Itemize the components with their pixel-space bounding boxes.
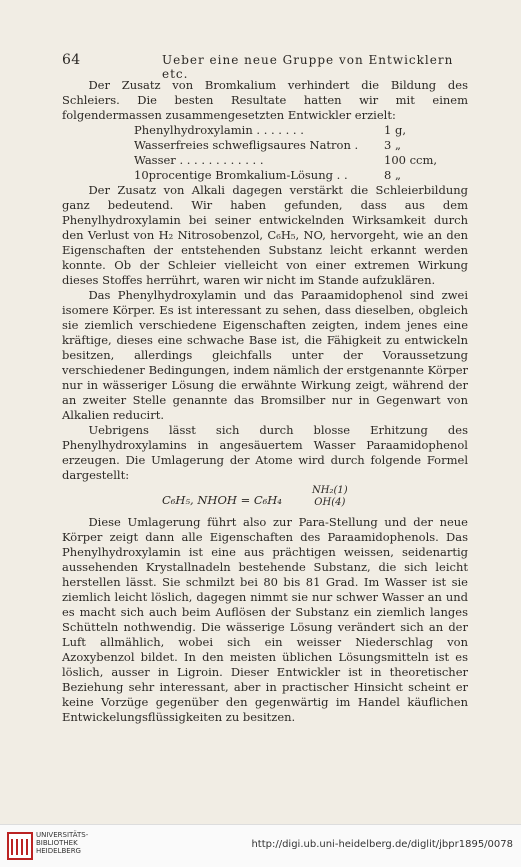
- running-title: Ueber eine neue Gruppe von Entwicklern etc.: [162, 53, 454, 81]
- recipe-name: 10procentige Bromkalium-Lösung . .: [134, 168, 348, 182]
- chemical-formula: [62, 485, 468, 515]
- page-number: 64: [62, 52, 81, 68]
- paragraph: Das Phenylhydroxylamin und das Paraamidophenol sind zwei isomere Körper. Es ist interessant zu sehen, dass dieselben, obgleich sie ziemlich verschiedene Eigenschaften zeigten, indem jenes eine kräftige, dieses eine schwache Base ist, die Fähigkeit zu entwickeln besitzen, allerdings gleichfalls unter der Voraussetzung verschiedener Bedingungen, indem nämlich der erstgenannte Körper nur in wässeriger Lösung die erwähnte Wirkung zeigt, während der an zweiter Stelle genannte das Bromsilber nur in Gegenwart von Alkalien reducirt.: [62, 288, 469, 422]
- paragraph: Diese Umlagerung führt also zur Para-Stellung und der neue Körper zeigt dann alle Eigenschaften des Paraamidophenols. Das Phenylhydroxylamin ist eine aus prächtigen weissen, seidenartig aussehenden Krystallnadeln bestehende Substanz, die sich leicht herstellen lässt. Sie schmilzt bei 80 bis 81 Grad. Im Wasser ist sie ziemlich leicht löslich, dagegen nimmt sie nur schwer Wasser an und es macht sich auch beim Auflösen der Substanz ein ziemlich langes Schütteln nothwendig. Die wässerige Lösung verändert sich an der Luft allmählich, wobei sich ein weisser Niederschlag von Azoxybenzol bildet. In den meisten üblichen Lösungsmitteln ist es löslich, ausser in Ligroin. Dieser Entwickler ist in theoretischer Beziehung sehr interessant, aber in practischer Hinsicht scheint er keine Vorzüge gegenüber den gegenwärtig im Handel käuflichen Entwickelungsflüssigkeiten zu besitzen.: [62, 515, 468, 724]
- library-name: [36, 831, 88, 855]
- recipe-row: [134, 138, 468, 153]
- recipe-qty: 8 „: [384, 168, 401, 182]
- formula-bottom: OH(4): [314, 497, 346, 508]
- recipe-row: [134, 153, 468, 168]
- footer: [0, 824, 521, 867]
- recipe-qty: 100 ccm,: [384, 153, 438, 167]
- recipe-list: [134, 123, 468, 183]
- recipe-qty: 1 g,: [384, 123, 406, 137]
- formula-left: C₆H₅, NHOH = C₆H₄: [162, 493, 282, 507]
- paragraph: Der Zusatz von Alkali dagegen verstärkt die Schleierbildung ganz bedeutend. Wir haben gefunden, dass aus dem Phenylhydroxylamin bei seiner entwickelnden Wirksamkeit durch den Verlust von H₂ Nitrosobenzol, C₆H₅, NO, hervorgeht, wie an den Eigenschaften der entstehenden Substanz leicht erkannt werden konnte. Ob der Schleier vielleicht von einer extremen Wirkung dieses Stoffes herrührt, waren wir nicht im Stande aufzuklären.: [62, 183, 468, 287]
- library-line: UNIVERSITÄTS-: [36, 831, 89, 839]
- source-url[interactable]: http://digi.ub.uni-heidelberg.de/diglit/jbpr1895/0078: [251, 839, 513, 850]
- recipe-name: Phenylhydroxylamin . . . . . . .: [134, 123, 304, 137]
- paragraph: Der Zusatz von Bromkalium verhindert die Bildung des Schleiers. Die besten Resultate hatten wir mit einem folgendermassen zusammengesetzten Entwickler erzielt:: [62, 78, 468, 122]
- library-line: BIBLIOTHEK: [36, 839, 78, 847]
- recipe-name: Wasserfreies schwefligsaures Natron .: [134, 138, 359, 152]
- running-header: [62, 52, 459, 81]
- library-line: HEIDELBERG: [36, 847, 81, 855]
- recipe-name: Wasser . . . . . . . . . . . .: [134, 153, 264, 167]
- text-body: [62, 78, 468, 725]
- university-library-logo-icon: [6, 831, 34, 861]
- paragraph: Uebrigens lässt sich durch blosse Erhitzung des Phenylhydroxylamins in angesäuertem Wasser Paraamidophenol erzeugen. Die Umlagerung der Atome wird durch folgende Formel dargestellt:: [62, 423, 468, 482]
- recipe-row: [134, 168, 468, 183]
- formula-top: NH₂(1): [312, 485, 348, 496]
- recipe-qty: 3 „: [384, 138, 401, 152]
- recipe-row: [134, 123, 468, 138]
- formula-substituents: [312, 485, 348, 509]
